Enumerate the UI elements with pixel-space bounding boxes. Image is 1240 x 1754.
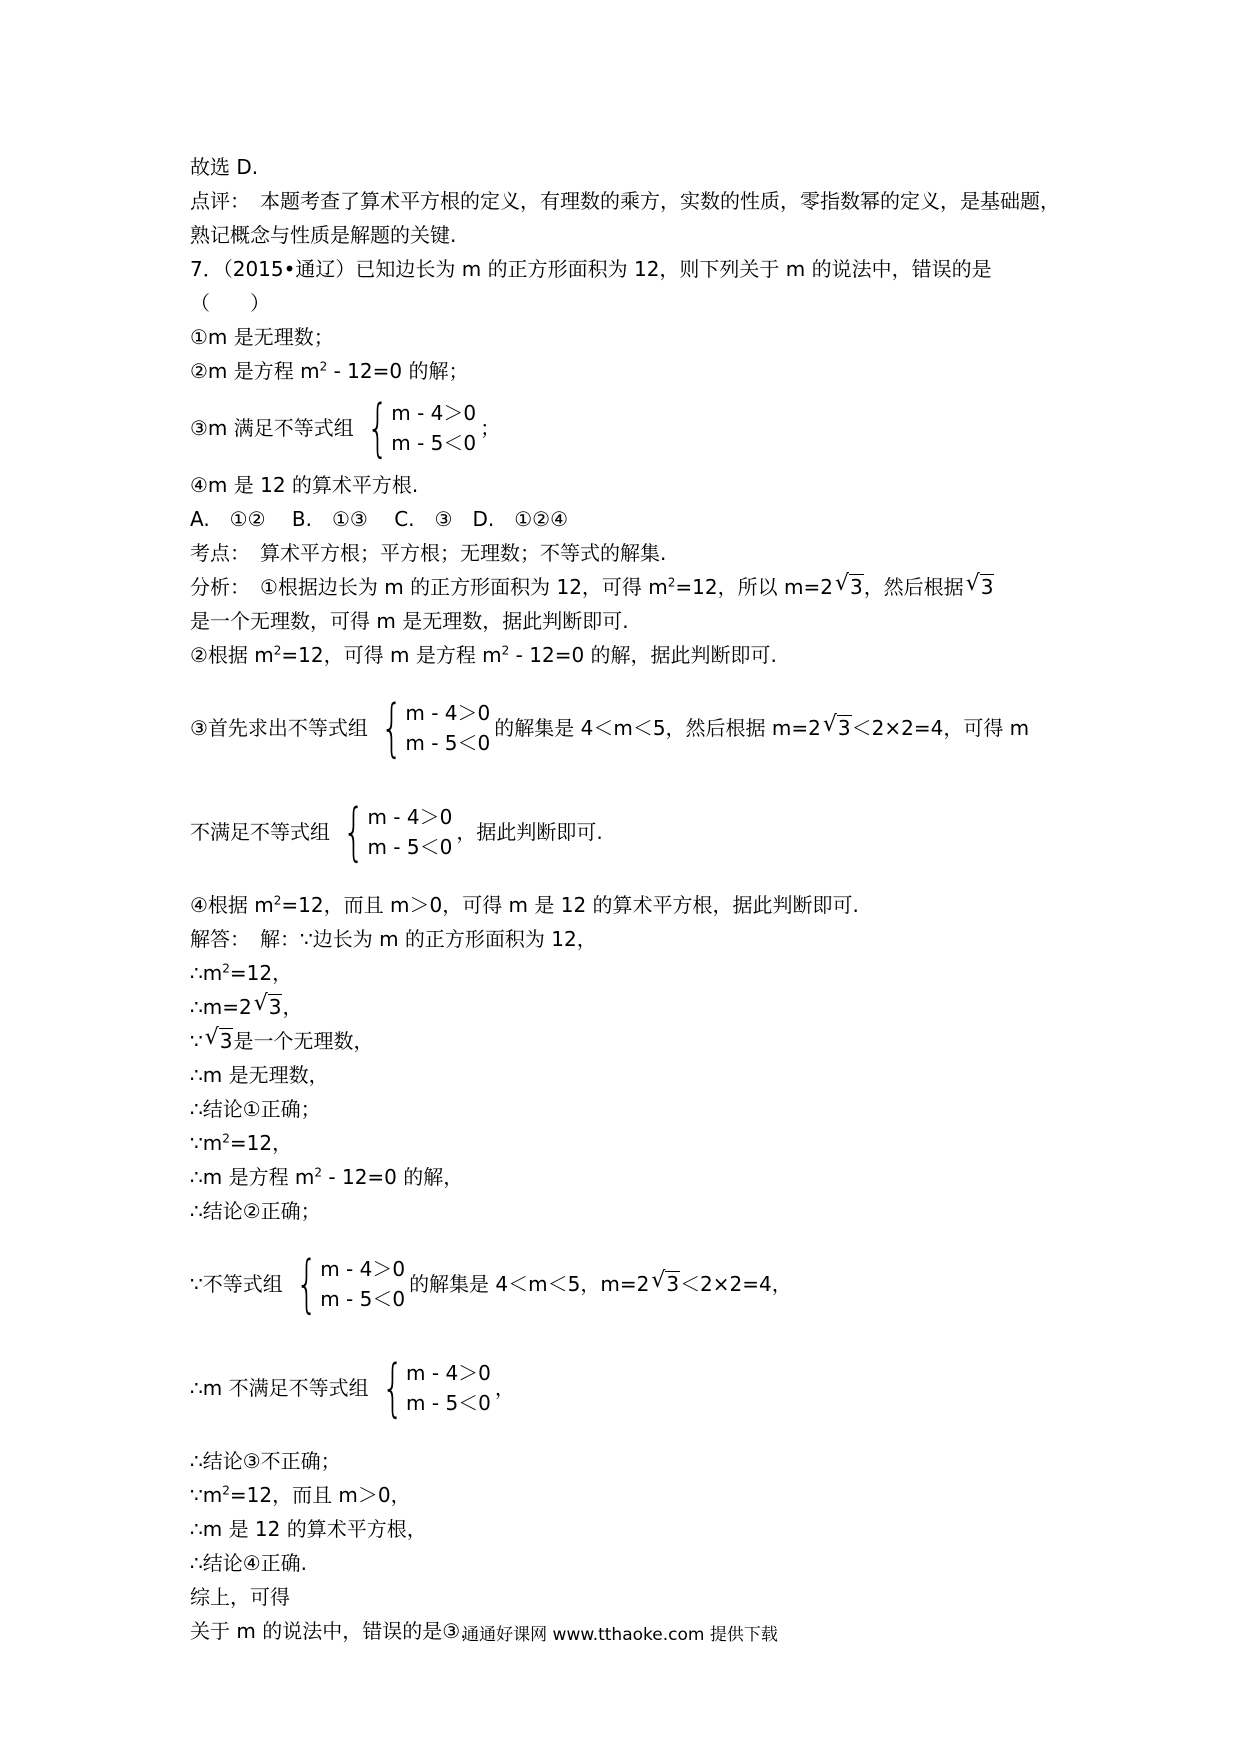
question-stem: 7．（2015•通辽）已知边长为 m 的正方形面积为 12，则下列关于 m 的说法中，错误的是（ ） xyxy=(190,257,992,315)
brace-icon: { xyxy=(342,795,365,868)
text-line: 考点： 算术平方根；平方根；无理数；不等式的解集. xyxy=(190,541,667,565)
text-line: 点评： 本题考查了算术平方根的定义，有理数的乘方，实数的性质，零指数幂的定义，是基础题，熟记概念与性质是解题的关键. xyxy=(190,189,1060,247)
answer-options: A. ①② B. ①③ C. ③ D. ①②④ xyxy=(190,507,568,531)
brace-icon: { xyxy=(380,691,403,764)
text-line: ∵√ 3是一个无理数， xyxy=(190,1024,1060,1058)
text-line: 故选 D. xyxy=(190,155,259,179)
text-line: ∴结论④正确. xyxy=(190,1551,308,1575)
inequality-system: { m - 4＞0 m - 5＜0 xyxy=(295,1247,406,1320)
text-line: ∴结论①正确； xyxy=(190,1097,321,1121)
text-line: ∴m 是 12 的算术平方根， xyxy=(190,1517,427,1541)
brace-icon: { xyxy=(295,1247,318,1320)
text-line: ③首先求出不等式组 { m - 4＞0 m - 5＜0 的解集是 4＜m＜5，然后根据 m=2 √ 3 ＜2×2=4，可得 m xyxy=(190,680,1060,776)
text-line: ∴m 是无理数， xyxy=(190,1063,329,1087)
text-line: 综上，可得 xyxy=(190,1585,290,1609)
text-line: ④根据 $m^2=12$，而且 m＞0，可得 m 是 12 的算术平方根，据此判断即可. xyxy=(190,893,859,917)
text-line: ∴结论③不正确； xyxy=(190,1449,341,1473)
sqrt-symbol: √ 3 xyxy=(966,570,995,604)
text-line: $\because m^2=12$，而且 m＞0， xyxy=(190,1483,411,1507)
text-line: $\because m^2=12$， xyxy=(190,1131,293,1155)
statement-2: ②m 是方程 $m^2 - 12=0$ 的解； xyxy=(190,359,469,383)
text-line: 解答： 解：∵边长为 m 的正方形面积为 12， xyxy=(190,927,597,951)
statement-1: ①m 是无理数； xyxy=(190,325,334,349)
inequality-system: { m - 4＞0 m - 5＜0 xyxy=(342,795,453,868)
text-line: $\therefore m^2=12$， xyxy=(190,961,293,985)
statement-3: ③m 满足不等式组 { m - 4＞0 m - 5＜0 ； xyxy=(190,391,501,464)
text-line: 分析： ①根据边长为 m 的正方形面积为 12，可得 $m^2=12$，所以 m=2√ 3，然后根据√ 3 xyxy=(190,570,1060,604)
page-footer: 通通好课网 www.tthaoke.com 提供下载 xyxy=(462,1625,778,1645)
sqrt-symbol: √ 3 xyxy=(651,1267,680,1301)
inequality-system: { m - 4＞0 m - 5＜0 xyxy=(381,1351,491,1424)
text-line: ∴m 是方程 $m^2 - 12=0$ 的解， xyxy=(190,1165,464,1189)
text-line: 关于 m 的说法中，错误的是③. xyxy=(190,1619,467,1643)
brace-icon: { xyxy=(366,391,389,464)
inequality-system: { m - 4＞0 m - 5＜0 xyxy=(380,691,491,764)
text-line: ∵不等式组 { m - 4＞0 m - 5＜0 的解集是 4＜m＜5，m=2 √ 3 ＜2×2=4， xyxy=(190,1236,1060,1332)
brace-icon: { xyxy=(381,1351,404,1424)
inequality-system: { m - 4＞0 m - 5＜0 xyxy=(366,391,477,464)
sqrt-symbol: √ 3 xyxy=(835,570,864,604)
text-line: 不满足不等式组 { m - 4＞0 m - 5＜0 ，据此判断即可. xyxy=(190,795,603,868)
text-line: ∴m 不满足不等式组 { m - 4＞0 m - 5＜0 ， xyxy=(190,1351,515,1424)
sqrt-symbol: √ 3 xyxy=(823,711,852,745)
text-line: ∴m=2√ 3， xyxy=(190,990,1060,1024)
text-line: 是一个无理数，可得 m 是无理数，据此判断即可. xyxy=(190,609,629,633)
statement-4: ④m 是 12 的算术平方根. xyxy=(190,473,419,497)
text-line: ②根据 $m^2=12$，可得 m 是方程 $m^2 - 12=0$ 的解，据此判断即可. xyxy=(190,643,777,667)
document-body xyxy=(190,150,1060,1648)
text-line: ∴结论②正确； xyxy=(190,1199,321,1223)
sqrt-symbol: √ 3 xyxy=(254,990,283,1024)
sqrt-symbol: √ 3 xyxy=(205,1024,234,1058)
